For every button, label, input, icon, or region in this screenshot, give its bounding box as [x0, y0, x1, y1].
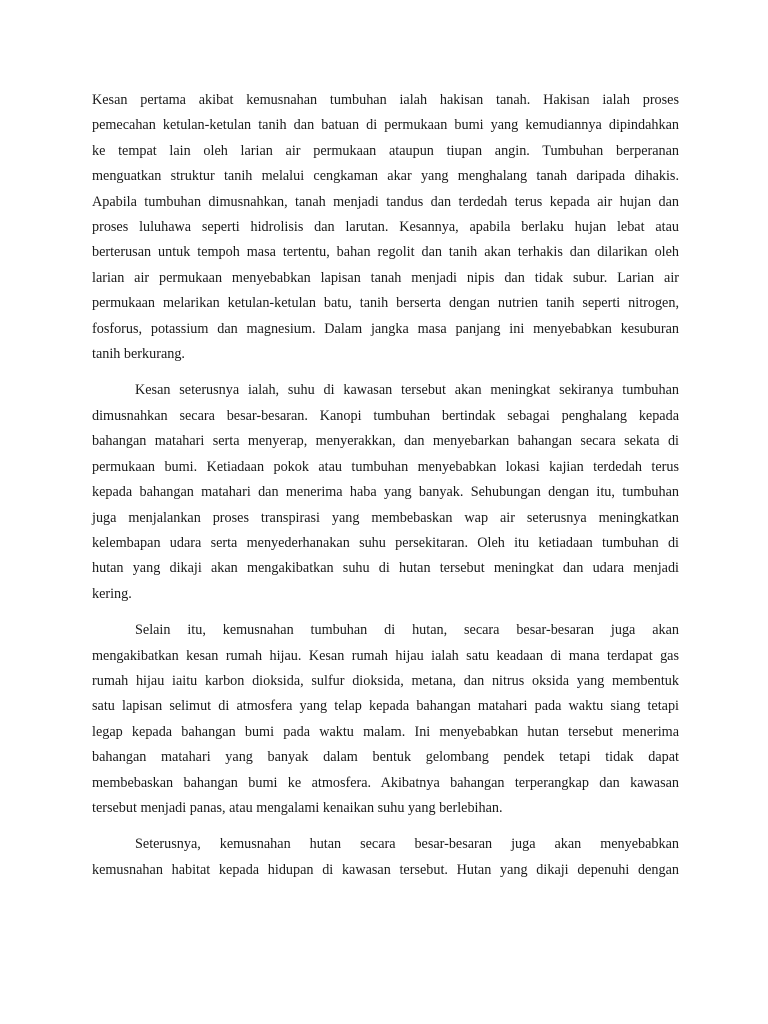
- text-line: kering.: [92, 585, 132, 602]
- text-line: permukaan bumi. Ketiadaan pokok atau tumbuhan menyebabkan lokasi kajian terdedah terus: [92, 458, 679, 475]
- paragraph-habitat-destruction: [92, 832, 679, 883]
- text-line: membebaskan bahangan bumi ke atmosfera. Akibatnya bahangan terperangkap dan kawasan: [92, 774, 679, 791]
- text-line: Kesan seterusnya ialah, suhu di kawasan tersebut akan meningkat sekiranya tumbuhan: [135, 382, 679, 399]
- text-line: hutan yang dikaji akan mengakibatkan suhu di hutan tersebut meningkat dan udara menjadi: [92, 560, 679, 577]
- paragraph-temperature-rise: [92, 378, 679, 607]
- text-line: larian air permukaan menyebabkan lapisan tanah menjadi nipis dan tidak subur. Larian air: [92, 269, 679, 286]
- text-line: ke tempat lain oleh larian air permukaan ataupun tiupan angin. Tumbuhan berperanan: [92, 142, 679, 159]
- text-line: bahangan matahari serta menyerap, menyerakkan, dan menyebarkan bahangan secara sekata di: [92, 433, 679, 450]
- text-line: tersebut menjadi panas, atau mengalami kenaikan suhu yang berlebihan.: [92, 799, 503, 816]
- text-line: Apabila tumbuhan dimusnahkan, tanah menjadi tandus dan terdedah terus kepada air hujan dan: [92, 193, 679, 210]
- text-line: satu lapisan selimut di atmosfera yang telap kepada bahangan matahari pada waktu siang tetapi: [92, 698, 679, 715]
- text-line: bahangan matahari yang banyak dalam bentuk gelombang pendek tetapi tidak dapat: [92, 749, 679, 766]
- text-line: fosforus, potassium dan magnesium. Dalam jangka masa panjang ini menyebabkan kesuburan: [92, 320, 679, 337]
- text-line: Kesan pertama akibat kemusnahan tumbuhan ialah hakisan tanah. Hakisan ialah proses: [92, 92, 679, 108]
- document-page: [92, 88, 679, 883]
- text-line: juga menjalankan proses transpirasi yang membebaskan wap air seterusnya meningkatkan: [92, 509, 679, 526]
- text-line: mengakibatkan kesan rumah hijau. Kesan rumah hijau ialah satu keadaan di mana terdapat gas: [92, 647, 679, 664]
- text-line: kelembapan udara serta menyederhanakan suhu persekitaran. Oleh itu ketiadaan tumbuhan di: [92, 534, 679, 551]
- text-line: dimusnahkan secara besar-besaran. Kanopi tumbuhan bertindak sebagai penghalang kepada: [92, 407, 679, 424]
- text-line: Seterusnya, kemusnahan hutan secara besar-besaran juga akan menyebabkan: [135, 836, 679, 853]
- text-line: kepada bahangan matahari dan menerima haba yang banyak. Sehubungan dengan itu, tumbuhan: [92, 484, 679, 501]
- text-line: proses luluhawa seperti hidrolisis dan larutan. Kesannya, apabila berlaku hujan lebat atau: [92, 219, 679, 236]
- paragraph-greenhouse-effect: [92, 618, 679, 821]
- text-line: permukaan melarikan ketulan-ketulan batu, tanih berserta dengan nutrien tanih seperti nitrogen,: [92, 295, 679, 312]
- paragraph-soil-erosion: [92, 88, 679, 367]
- text-line: pemecahan ketulan-ketulan tanih dan batuan di permukaan bumi yang kemudiannya dipindahkan: [92, 117, 679, 134]
- text-line: Selain itu, kemusnahan tumbuhan di hutan, secara besar-besaran juga akan: [135, 622, 679, 639]
- text-line: rumah hijau iaitu karbon dioksida, sulfur dioksida, metana, dan nitrus oksida yang membentuk: [92, 672, 679, 689]
- text-line: legap kepada bahangan bumi pada waktu malam. Ini menyebabkan hutan tersebut menerima: [92, 723, 679, 740]
- text-line: kemusnahan habitat kepada hidupan di kawasan tersebut. Hutan yang dikaji depenuhi dengan: [92, 861, 679, 878]
- text-line: menguatkan struktur tanih melalui cengkaman akar yang menghalang tanah daripada dihakis.: [92, 168, 679, 185]
- text-line: berterusan untuk tempoh masa tertentu, bahan regolit dan tanih akan terhakis dan dilarikan oleh: [92, 244, 679, 261]
- text-line: tanih berkurang.: [92, 346, 185, 363]
